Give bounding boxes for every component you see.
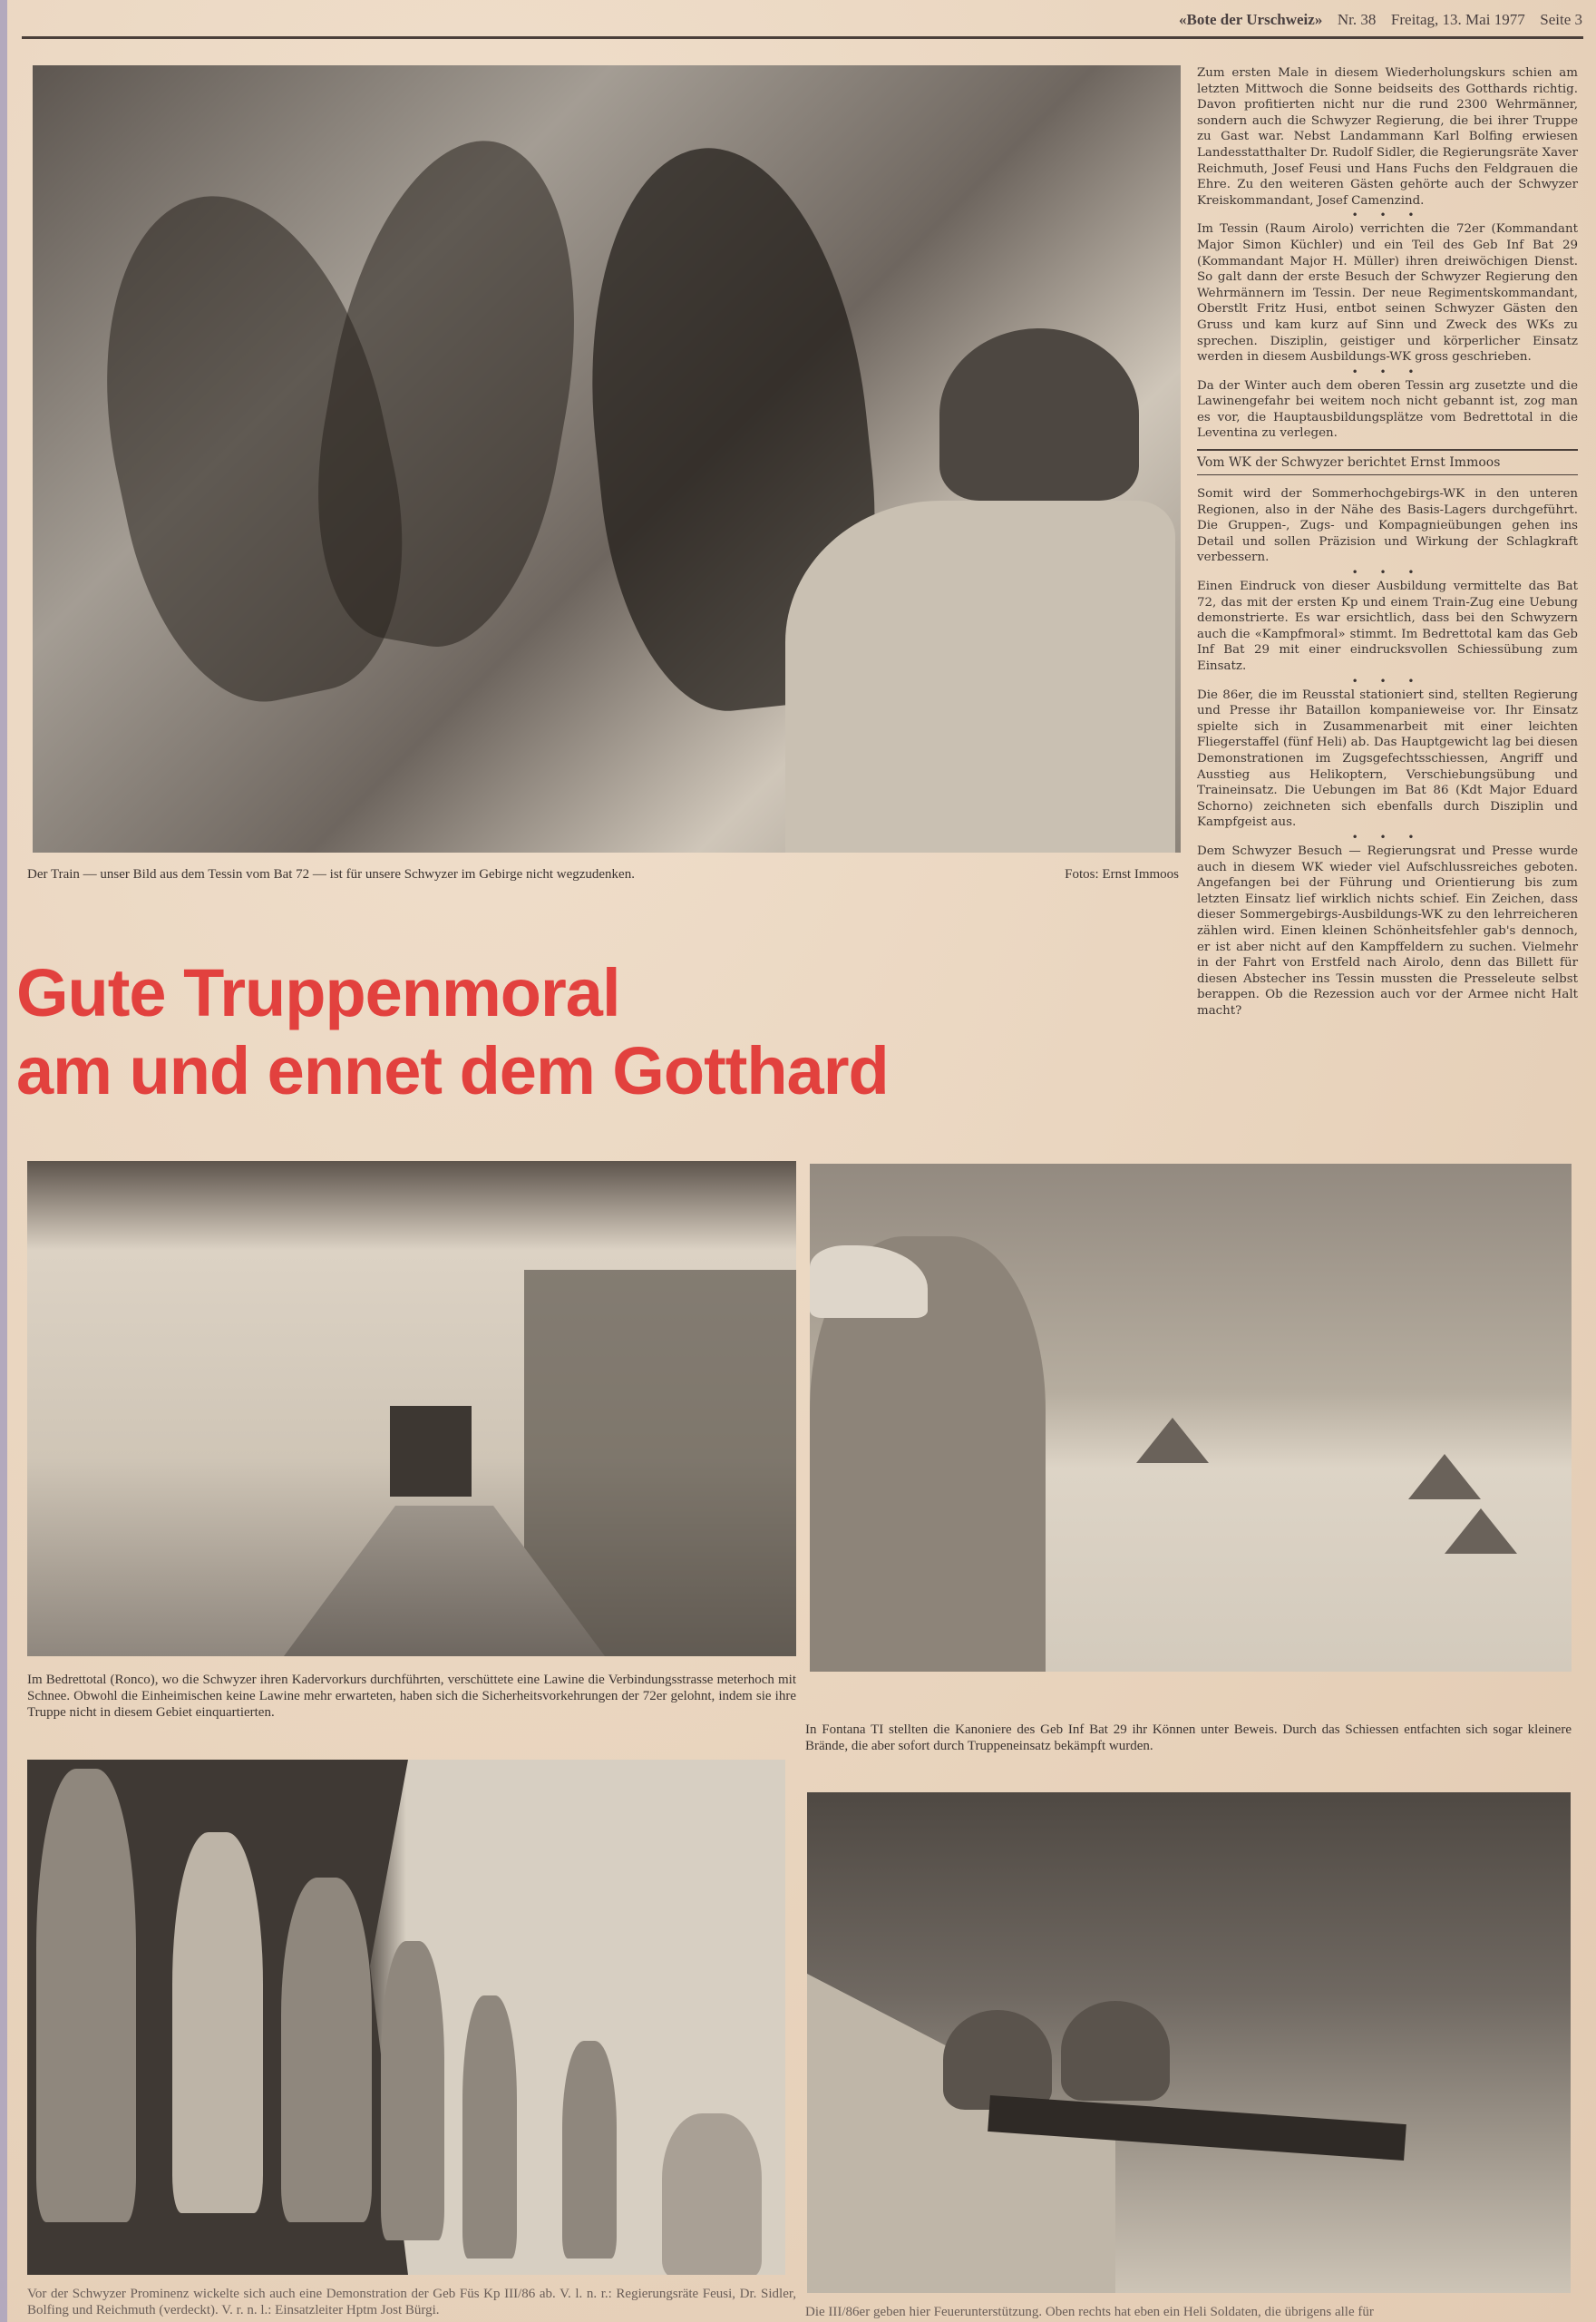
person-shape [462,1995,517,2259]
separator: • • • [1351,566,1424,580]
masthead [1179,11,1582,36]
photo-prominence [27,1760,785,2275]
photo-fontana-valley [810,1164,1572,1672]
byline: Vom WK der Schwyzer berichtet Ernst Immoos [1197,455,1501,471]
person-shape [172,1832,263,2213]
person-shape [381,1941,444,2240]
person-shape [36,1769,136,2222]
article-paragraph: Dem Schwyzer Besuch — Regierungsrat und Presse wurde auch in diesem WK wieder viel Aufschlussreiches geboten. Angefangen bei der Führung und Orientierung bis zum letzten Einsatz lief wirklich nichts schief. Ein Zeichen, dass dieser Sommergebirgs-Ausbildungs-WK zu den lehrreicheren zählen wird. Einen kleinen Schönheitsfehler gab's dennoch, er ist aber nicht auf den Kampffeldern zu suchen. Vielmehr in der Fahrt von Erstfeld nach Airolo, denn das Billett für diesen Abstecher ins Tessin mussten die Presseleute selbst berappen. Ob die Rezession auch vor der Armee nicht Halt macht? [1197,844,1578,1018]
helmet-shape [943,2010,1052,2110]
tent-shape [1136,1418,1209,1463]
page-number: Seite 3 [1540,11,1582,28]
soldier-shape [785,501,1175,853]
issue-date: Freitag, 13. Mai 1977 [1390,11,1525,28]
tent-shape [1408,1454,1481,1499]
article-paragraph: Somit wird der Sommerhochgebirgs-WK in den unteren Regionen, also in der Nähe des Basis-Lagers durchgeführt. Die Gruppen-, Zugs- und Kompagnieübungen gehen ins Detail und sollen Präzision und Wirkung der Schlagkraft verbessern. [1197,487,1578,565]
byline-rule-top [1197,449,1578,451]
photo-snow-road [27,1161,796,1656]
horse-shape [289,122,609,663]
headline [16,954,1159,1110]
person-shape [662,2113,762,2275]
helmet-shape [939,328,1139,501]
article-paragraph: Da der Winter auch dem oberen Tessin arg zusetzte und die Lawinengefahr bei weitem noch nicht gebannt ist, zog man es vor, die Hauptausbildungsplätze vom Bedrettotal in die Leventina zu verlegen. [1197,378,1578,441]
paper-name: «Bote der Urschweiz» [1179,11,1323,28]
photo-caption-machine-gun: Die III/86er geben hier Feuerunterstützung. Oben rechts hat eben ein Heli Soldaten, die übrigens alle für [805,2305,1374,2319]
separator: • • • [1351,830,1424,844]
separator: • • • [1351,209,1424,222]
photo-caption-prominence: Vor der Schwyzer Prominenz wickelte sich auch eine Demonstration der Geb Füs Kp III/86 ab. V. l. n. r.: Regierungsräte Feusi, Dr. Sidler, Bolfing und Reichmuth (verdeckt). V. r. n. l.: Einsatzleiter Hptm Jost Bürgi. [27,2287,796,2317]
photo-caption-snow-road: Im Bedrettotal (Ronco), wo die Schwyzer ihren Kadervorkurs durchführten, verschüttete eine Lawine die Verbindungsstrasse meterhoch mit Schnee. Obwohl die Einheimischen keine Lawine mehr erwarteten, haben sich die Sicherheitsvorkehrungen der 72er gelohnt, indem sie ihre Truppe nicht in diesem Gebiet einquartierten. [27,1673,796,1720]
article-paragraph: Die 86er, die im Reusstal stationiert sind, stellten Regierung und Presse ihr Bataillon kompanieweise vor. Ihr Einsatz spielte sich in Zusammenarbeit mit einer leichten Fliegerstaffel (fünf Heli) ab. Das Hauptgewicht lag bei diesen Demonstrationen im Zugsgefechtsschiessen, Angriff und Ausstieg aus Helikoptern, Verschiebungsübung und Traineinsatz. Die Uebungen im Bat 86 (Kdt Major Eduard Schorno) zeichneten sich ebenfalls durch Disziplin und Kampfgeist aus. [1197,688,1578,830]
byline-rule-bottom [1197,474,1578,475]
issue-number: Nr. 38 [1337,11,1377,28]
masthead-rule [22,36,1583,39]
helmet-shape [1061,2001,1170,2101]
article-paragraph: Einen Eindruck von dieser Ausbildung vermittelte das Bat 72, das mit der ersten Kp und einem Train-Zug eine Uebung demonstrierte. Es war ersichtlich, dass bei den Schwyzern auch die «Kampfmoral» stimmt. Im Bedrettotal kam das Geb Inf Bat 29 mit einer eindrucksvollen Schiessübung zum Einsatz. [1197,580,1578,673]
page-edge [0,0,7,2322]
separator: • • • [1351,365,1424,378]
article-paragraph: Zum ersten Male in diesem Wiederholungskurs schien am letzten Mittwoch die Sonne beidseits des Gotthards richtig. Davon profitierten nicht nur die rund 2300 Wehrmänner, sondern auch die Schwyzer Regierung, die bei ihrer Truppe zu Gast war. Nebst Landammann Karl Bolfing erwiesen Landesstatthalter Dr. Rudolf Sidler, die Regierungsräte Xaver Reichmuth, Josef Feusi und Hans Fuchs den Feldgrauen die Ehre. Zu den weiteren Gästen gehörte auch der Schwyzer Kreiskommandant, Josef Camenzind. [1197,66,1578,208]
photo-caption-fontana: In Fontana TI stellten die Kanoniere des Geb Inf Bat 29 ihr Können unter Beweis. Durch das Schiessen entfachten sich sogar kleinere Brände, die aber sofort durch Truppeneinsatz bekämpft wurden. [805,1722,1572,1753]
snow-wall-shape [524,1270,796,1656]
headline-line-2: am und ennet dem Gotthard [16,1033,889,1108]
photo-machine-gun [807,1792,1571,2293]
truck-shape [390,1406,472,1497]
caption-text: Der Train — unser Bild aus dem Tessin vom Bat 72 — ist für unsere Schwyzer im Gebirge nicht wegzudenken. [27,867,635,882]
headline-line-1: Gute Truppenmoral [16,955,620,1030]
article-body [1197,65,1578,1019]
tent-shape [1445,1508,1517,1554]
separator: • • • [1351,674,1424,688]
person-shape [281,1878,372,2222]
photo-caption-train [27,866,1179,883]
photo-credit: Fotos: Ernst Immoos [1065,867,1179,882]
person-shape [562,2041,617,2259]
photo-train-horses [33,65,1181,853]
article-paragraph: Im Tessin (Raum Airolo) verrichten die 72er (Kommandant Major Simon Küchler) und ein Teil des Geb Inf Bat 29 (Kommandant Major H. Müller) ihren dreiwöchigen Dienst. So galt dann der erste Besuch der Schwyzer Regierung den Wehrmännern im Tessin. Der neue Regimentskommandant, Oberstlt Fritz Husi, entbot seinen Schwyzer Gästen den Gruss und kam kurz auf Sinn und Zweck des WKs zu sprechen. Disziplin, geistiger und körperlicher Einsatz werden in diesem Ausbildungs-WK gross geschrieben. [1197,222,1578,365]
